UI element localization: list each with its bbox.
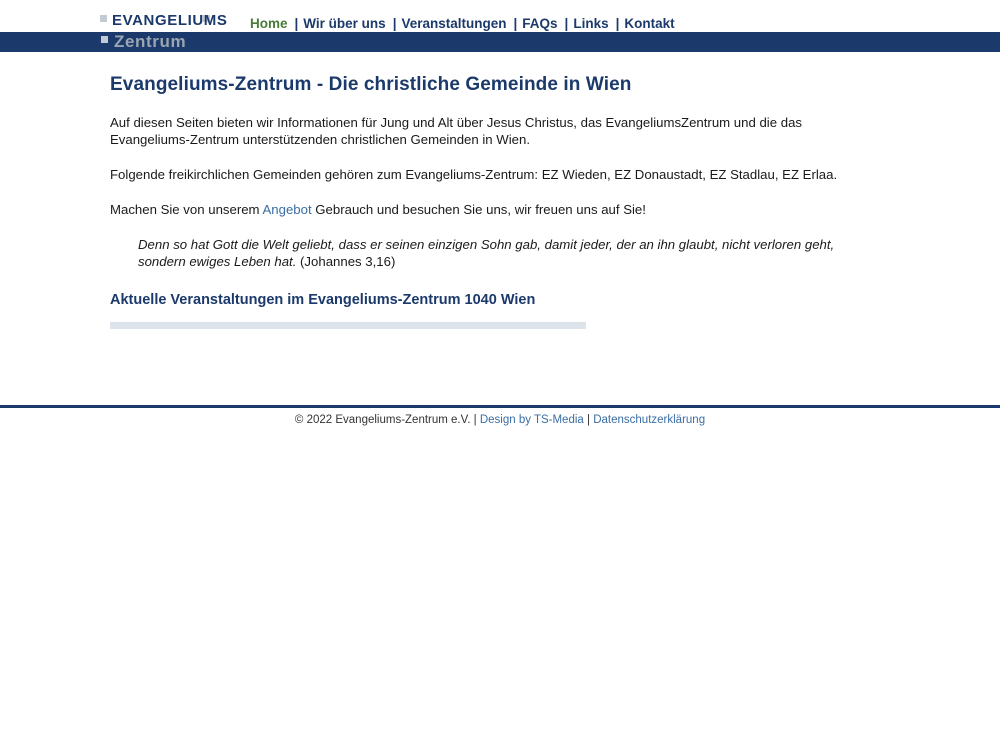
bible-verse xyxy=(138,236,854,270)
nav-separator: | xyxy=(564,16,569,31)
site-footer xyxy=(0,414,1000,426)
main-content xyxy=(0,52,900,329)
events-section-title: Aktuelle Veranstaltungen im Evangeliums-Zentrum 1040 Wien xyxy=(110,292,536,308)
main-navigation xyxy=(250,16,675,31)
nav-item-faqs[interactable]: FAQs xyxy=(522,16,558,31)
logo-text-zentrum: Zentrum xyxy=(114,32,187,51)
nav-separator: | xyxy=(615,16,620,31)
offer-text-before: Machen Sie von unserem xyxy=(110,202,263,217)
nav-item-home[interactable]: Home xyxy=(250,16,288,31)
nav-separator: | xyxy=(392,16,397,31)
bible-verse-reference: (Johannes 3,16) xyxy=(296,254,396,269)
logo-square-bottom-left-icon xyxy=(101,36,108,43)
page-title: Evangeliums-Zentrum - Die christliche Gemeinde in Wien xyxy=(110,74,632,95)
site-logo[interactable] xyxy=(100,12,228,60)
nav-separator: | xyxy=(294,16,299,31)
footer-divider xyxy=(0,405,1000,408)
footer-copyright: © 2022 Evangeliums-Zentrum e.V. | xyxy=(294,414,477,426)
footer-design-link[interactable]: Design by TS-Media xyxy=(479,414,584,426)
nav-item-links[interactable]: Links xyxy=(573,16,609,31)
nav-separator: | xyxy=(513,16,518,31)
footer-privacy-link[interactable]: Datenschutzerklärung xyxy=(593,414,706,426)
nav-item-kontakt[interactable]: Kontakt xyxy=(624,16,675,31)
events-placeholder-bar xyxy=(110,322,586,329)
bible-verse-text: Denn so hat Gott die Welt geliebt, dass er seinen einzigen Sohn gab, damit jeder, der an ihn glaubt, nicht verloren geht, sondern ewiges Leben hat. xyxy=(138,237,835,269)
logo-square-bottom-right-icon xyxy=(196,36,203,43)
nav-item-veranstaltungen[interactable]: Veranstaltungen xyxy=(401,16,507,31)
nav-item-wir-ueber-uns[interactable]: Wir über uns xyxy=(303,16,386,31)
angebot-link[interactable]: Angebot xyxy=(262,202,312,217)
congregations-paragraph: Folgende freikirchlichen Gemeinden gehören zum Evangeliums-Zentrum: EZ Wieden, EZ Donaustadt, EZ Stadlau, EZ Erlaa. xyxy=(110,167,838,182)
logo-square-top-left-icon xyxy=(100,15,107,22)
footer-separator: | xyxy=(587,414,591,426)
offer-paragraph xyxy=(110,201,850,218)
logo-text-evangeliums: EVANGELIUMS xyxy=(112,12,228,29)
intro-paragraph: Auf diesen Seiten bieten wir Informationen für Jung und Alt über Jesus Christus, das EvangeliumsZentrum und die das Evangeliums-Zentrum unterstützenden christlichen Gemeinden in Wien. xyxy=(110,115,802,147)
offer-text-after: Gebrauch und besuchen Sie uns, wir freuen uns auf Sie! xyxy=(311,202,646,217)
site-header xyxy=(0,0,1000,52)
